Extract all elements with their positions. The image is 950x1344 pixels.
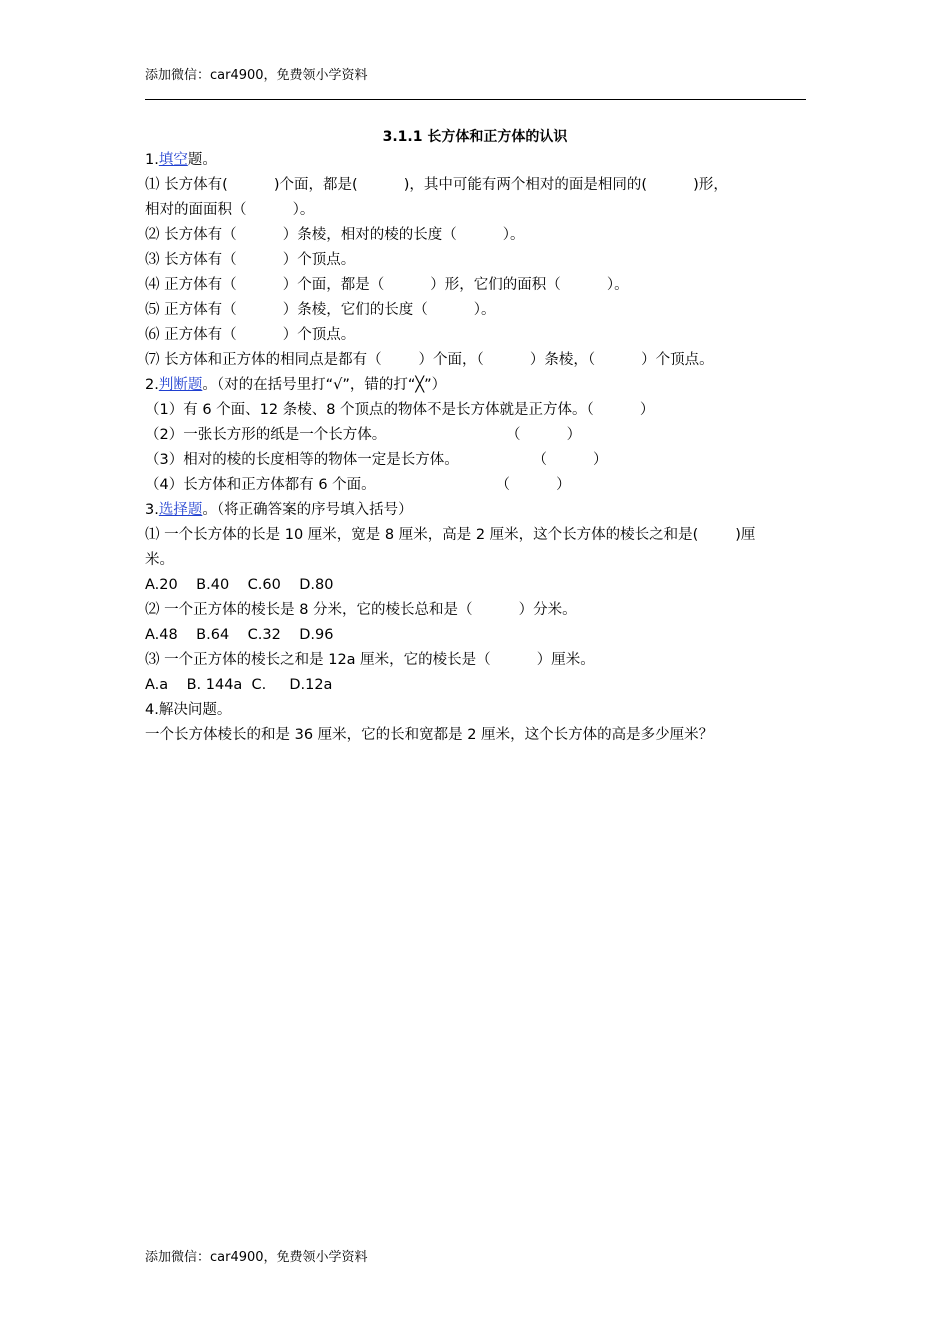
fill-item-3: ⑶ 长方体有（ ）个顶点。 [145,252,356,268]
section-4-heading: 4.解决问题。 [145,702,232,718]
fill-blank-link[interactable]: 填空 [158,152,188,168]
header-divider [145,99,806,100]
section-2-heading [145,375,446,395]
section-3-rest: 。（将正确答案的序号填入括号） [202,502,413,518]
judge-item-3: （3）相对的棱的长度相等的物体一定是长方体。 （ ） [145,452,608,468]
choice-options-3: A.a B. 144a C. D.12a [145,677,333,693]
fill-item-1-cont: 相对的面面积（ ）。 [145,202,315,218]
document-title: 3.1.1 长方体和正方体的认识 [382,129,568,145]
judge-item-1: （1）有 6 个面、12 条棱、8 个顶点的物体不是长方体就是正方体。（ ） [145,402,655,418]
section-1-rest: 题。 [187,152,217,168]
section-3-heading [145,500,413,520]
section-2-number: 2. [145,377,159,393]
page-footer: 添加微信：car4900，免费领小学资料 [145,1250,368,1265]
fill-item-7: ⑺ 长方体和正方体的相同点是都有（ ）个面，（ ）条棱，（ ）个顶点。 [145,352,714,368]
section-1-number: 1. [145,152,159,168]
section-3-number: 3. [145,502,159,518]
page-header: 添加微信：car4900，免费领小学资料 [145,68,368,83]
fill-item-5: ⑸ 正方体有（ ）条棱，它们的长度（ ）。 [145,302,496,318]
choice-question-2: ⑵ 一个正方体的棱长是 8 分米，它的棱长总和是（ ）分米。 [145,602,577,618]
judge-item-4: （4）长方体和正方体都有 6 个面。 （ ） [145,477,571,493]
section-2-rest: 。（对的在括号里打“√”，错的打“╳”） [202,377,447,393]
choice-question-3: ⑶ 一个正方体的棱长之和是 12a 厘米，它的棱长是（ ）厘米。 [145,652,595,668]
choice-question-1: ⑴ 一个长方体的长是 10 厘米，宽是 8 厘米，高是 2 厘米，这个长方体的棱长之和是( )厘 [145,527,756,543]
choice-link[interactable]: 选择题 [158,502,203,518]
fill-item-6: ⑹ 正方体有（ ）个顶点。 [145,327,356,343]
choice-options-1: A.20 B.40 C.60 D.80 [145,577,334,593]
fill-item-1: ⑴ 长方体有( )个面，都是( )，其中可能有两个相对的面是相同的( )形， [145,177,728,193]
fill-item-2: ⑵ 长方体有（ ）条棱，相对的棱的长度（ ）。 [145,227,525,243]
section-1-heading [145,150,217,170]
choice-options-2: A.48 B.64 C.32 D.96 [145,627,334,643]
word-problem: 一个长方体棱长的和是 36 厘米，它的长和宽都是 2 厘米，这个长方体的高是多少厘米？ [145,727,714,743]
judge-item-2: （2）一张长方形的纸是一个长方体。 （ ） [145,427,582,443]
choice-question-1-cont: 米。 [145,552,174,568]
fill-item-4: ⑷ 正方体有（ ）个面，都是（ ）形，它们的面积（ ）。 [145,277,629,293]
judge-link[interactable]: 判断题 [158,377,203,393]
